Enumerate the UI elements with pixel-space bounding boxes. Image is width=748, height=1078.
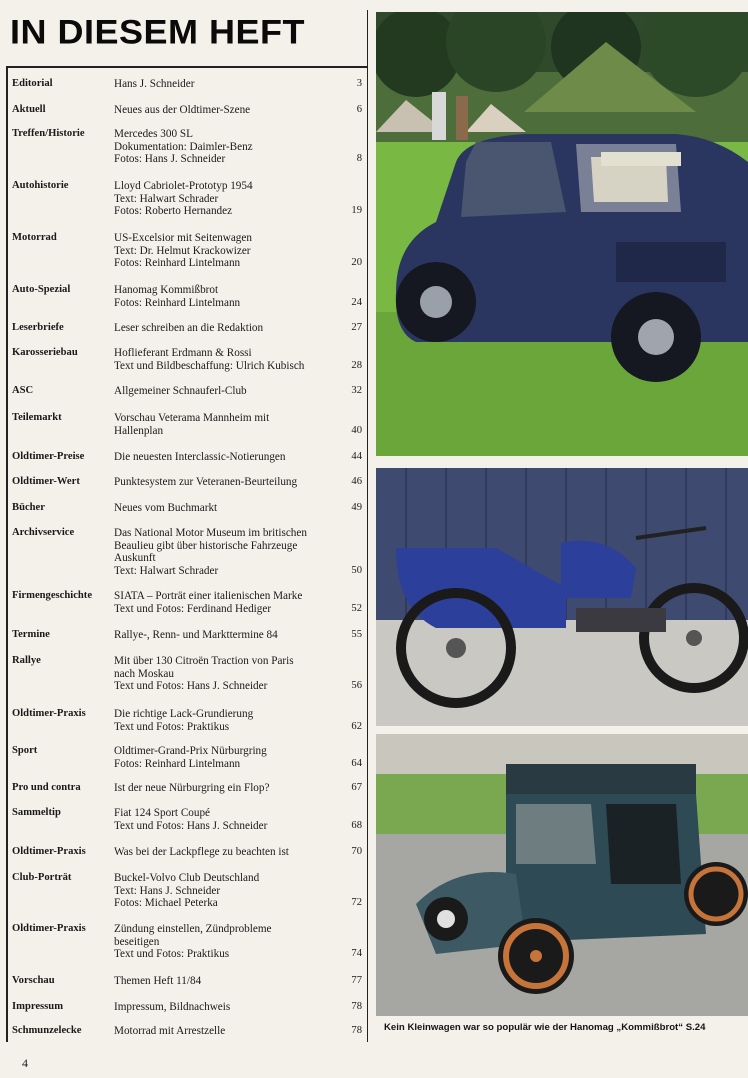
toc-category: Club-Porträt	[12, 872, 72, 883]
toc-description-line: Text und Fotos: Hans J. Schneider	[114, 680, 268, 693]
toc-page-number: 24	[351, 296, 362, 308]
toc-description-line: Themen Heft 11/84	[114, 975, 202, 987]
toc-description	[114, 527, 340, 577]
toc-description-line: Vorschau Veterama Mannheim mit	[114, 412, 270, 424]
toc-description-line: Oldtimer-Grand-Prix Nürburgring	[114, 745, 267, 757]
toc-description-line: Ist der neue Nürburgring ein Flop?	[114, 782, 270, 794]
photo-citroen-traction	[376, 12, 748, 456]
toc-page-number: 40	[351, 424, 362, 436]
toc-description	[114, 1001, 340, 1014]
toc-category: Oldtimer-Praxis	[12, 923, 86, 934]
toc-description	[114, 347, 340, 372]
toc-category: Vorschau	[12, 975, 55, 986]
toc-description-line: Was bei der Lackpflege zu beachten ist	[114, 846, 289, 858]
toc-page-number: 72	[351, 897, 362, 909]
photo-hanomag-kommissbrot	[376, 734, 748, 1016]
toc-category: Firmengeschichte	[12, 590, 93, 601]
toc-category: Sport	[12, 745, 38, 756]
toc-description-line: Mercedes 300 SL	[114, 128, 193, 140]
left-rule	[6, 66, 8, 1042]
toc-description-line: Die neuesten Interclassic-Notierungen	[114, 451, 286, 463]
toc-page-number: 50	[351, 564, 362, 576]
toc-description-line: US-Excelsior mit Seitenwagen	[114, 232, 252, 244]
title-rule	[6, 66, 368, 68]
toc-description-line: Text: Dr. Helmut Krackowizer	[114, 244, 251, 257]
toc-category: Teilemarkt	[12, 412, 62, 423]
toc-description	[114, 708, 340, 733]
toc-page-number: 56	[351, 680, 362, 692]
toc-page-number: 28	[351, 359, 362, 371]
toc-description-line: Zündung einstellen, Zündprobleme	[114, 923, 272, 935]
toc-description-line: Dokumentation: Daimler-Benz	[114, 140, 253, 153]
toc-description-line: Hoflieferant Erdmann & Rossi	[114, 347, 252, 359]
toc-description	[114, 872, 340, 910]
toc-description-line: beseitigen	[114, 935, 160, 948]
toc-page-number: 74	[351, 948, 362, 960]
toc-page-number: 27	[351, 322, 362, 333]
toc-category: Auto-Spezial	[12, 284, 71, 295]
toc-page-number: 77	[351, 975, 362, 986]
toc-description-line: Text und Fotos: Ferdinand Hediger	[114, 602, 272, 615]
toc-category: Leserbriefe	[12, 322, 64, 333]
toc-category: Termine	[12, 629, 50, 640]
toc-description-line: Lloyd Cabriolet-Prototyp 1954	[114, 180, 253, 192]
toc-description-line: Text und Fotos: Hans J. Schneider	[114, 819, 268, 832]
toc-page-number: 68	[351, 819, 362, 831]
toc-page-number: 62	[351, 720, 362, 732]
toc-description	[114, 128, 340, 166]
toc-description	[114, 782, 340, 795]
toc-description-line: Text und Bildbeschaffung: Ulrich Kubisch	[114, 359, 305, 372]
toc-description	[114, 629, 340, 642]
toc-description	[114, 322, 340, 335]
toc-description-line: Motorrad mit Arrestzelle	[114, 1025, 226, 1037]
toc-description-line: Buckel-Volvo Club Deutschland	[114, 872, 260, 884]
toc-description-line: Impressum, Bildnachweis	[114, 1001, 231, 1013]
toc-description-line: Text: Halwart Schrader	[114, 564, 219, 577]
toc-description	[114, 232, 340, 270]
toc-description	[114, 923, 340, 961]
toc-page-number: 78	[351, 1025, 362, 1036]
toc-description-line: Fotos: Reinhard Lintelmann	[114, 757, 241, 770]
toc-description-line: Neues vom Buchmarkt	[114, 502, 218, 514]
toc-description-line: SIATA – Porträt einer italienischen Marke	[114, 590, 303, 602]
toc-description	[114, 655, 340, 693]
toc-description-line: Text: Halwart Schrader	[114, 192, 219, 205]
toc-description-line: Mit über 130 Citroën Traction von Paris	[114, 655, 294, 667]
toc-description-line: Fiat 124 Sport Coupé	[114, 807, 211, 819]
toc-category: Autohistorie	[12, 180, 69, 191]
toc-description	[114, 807, 340, 832]
toc-category: Oldtimer-Wert	[12, 476, 80, 487]
toc-category: Impressum	[12, 1001, 64, 1012]
toc-page-number: 19	[351, 205, 362, 217]
toc-description	[114, 78, 340, 91]
toc-description	[114, 590, 340, 615]
toc-category: Aktuell	[12, 104, 46, 115]
toc-description-line: Text: Hans J. Schneider	[114, 884, 221, 897]
toc-page-number: 55	[351, 629, 362, 640]
toc-description	[114, 476, 340, 489]
toc-category: Sammeltip	[12, 807, 61, 818]
toc-category: Pro und contra	[12, 782, 81, 793]
toc-description	[114, 846, 340, 859]
toc-category: Bücher	[12, 502, 45, 513]
photo-caption: Kein Kleinwagen war so populär wie der Hanomag „Kommißbrot“ S.24	[384, 1022, 706, 1033]
toc-page-number: 3	[356, 78, 362, 89]
toc-description-line: Leser schreiben an die Redaktion	[114, 322, 264, 334]
toc-category: ASC	[12, 385, 34, 396]
toc-description-line: Beaulieu gibt über historische Fahrzeuge	[114, 539, 298, 552]
toc-category: Schmunzelecke	[12, 1025, 82, 1036]
toc-description-line: Auskunft	[114, 552, 156, 565]
toc-page-number: 78	[351, 1001, 362, 1012]
toc-description-line: Neues aus der Oldtimer-Szene	[114, 104, 251, 116]
toc-page-number: 70	[351, 846, 362, 857]
toc-category: Treffen/Historie	[12, 128, 85, 139]
page-number: 4	[22, 1056, 28, 1070]
toc-description-line: Fotos: Roberto Hernandez	[114, 205, 233, 218]
page-title: IN DIESEM HEFT	[10, 12, 306, 51]
photo-excelsior-sidecar	[376, 468, 748, 726]
toc-description	[114, 1025, 340, 1038]
toc-description	[114, 975, 340, 988]
toc-page-number: 64	[351, 757, 362, 769]
toc-description-line: Fotos: Reinhard Lintelmann	[114, 257, 241, 270]
toc-description	[114, 451, 340, 464]
toc-description-line: Fotos: Michael Peterka	[114, 897, 218, 910]
toc-page-number: 20	[351, 257, 362, 269]
toc-description-line: Text und Fotos: Praktikus	[114, 948, 230, 961]
toc-description	[114, 502, 340, 515]
toc-category: Karosseriebau	[12, 347, 78, 358]
toc-description-line: Hans J. Schneider	[114, 78, 195, 90]
toc-description	[114, 180, 340, 218]
toc-description	[114, 385, 340, 398]
toc-page-number: 6	[356, 104, 362, 115]
toc-page-number: 8	[356, 153, 362, 165]
toc-description-line: Rallye-, Renn- und Markttermine 84	[114, 629, 278, 641]
toc-category: Oldtimer-Praxis	[12, 708, 86, 719]
toc-description-line: Punktesystem zur Veteranen-Beurteilung	[114, 476, 298, 488]
toc-description-line: Hallenplan	[114, 424, 164, 437]
toc-description	[114, 745, 340, 770]
toc-description-line: Das National Motor Museum im britischen	[114, 527, 307, 539]
toc-page-number: 32	[351, 385, 362, 396]
toc-category: Rallye	[12, 655, 41, 666]
toc-description-line: Die richtige Lack-Grundierung	[114, 708, 254, 720]
toc-description-line: Allgemeiner Schnauferl-Club	[114, 385, 247, 397]
toc-page-number: 49	[351, 502, 362, 513]
toc-description-line: Hanomag Kommißbrot	[114, 284, 219, 296]
toc-category: Motorrad	[12, 232, 57, 243]
toc-category: Oldtimer-Praxis	[12, 846, 86, 857]
toc-category: Editorial	[12, 78, 53, 89]
toc-description-line: Fotos: Hans J. Schneider	[114, 153, 226, 166]
toc-category: Oldtimer-Preise	[12, 451, 85, 462]
toc-page-number: 67	[351, 782, 362, 793]
toc-description-line: Text und Fotos: Praktikus	[114, 720, 230, 733]
toc-category: Archivservice	[12, 527, 75, 538]
toc-description	[114, 412, 340, 437]
toc-description	[114, 104, 340, 117]
toc-page-number: 52	[351, 602, 362, 614]
toc-description	[114, 284, 340, 309]
toc-page-number: 44	[351, 451, 362, 462]
toc-description-line: Fotos: Reinhard Lintelmann	[114, 296, 241, 309]
toc-description-line: nach Moskau	[114, 667, 174, 680]
toc-page-number: 46	[351, 476, 362, 487]
table-of-contents	[6, 10, 368, 1042]
